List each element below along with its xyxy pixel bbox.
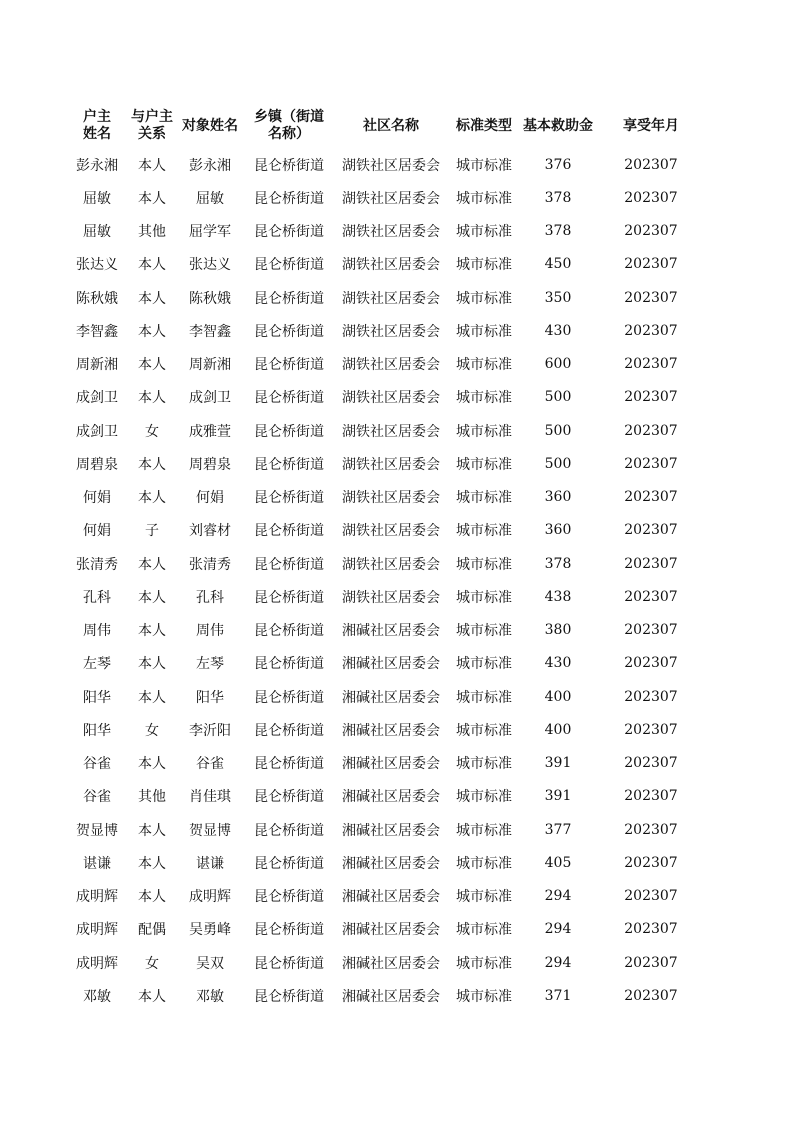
community-cell: 湘碱社区居委会 (342, 756, 440, 773)
community-cell: 湖铁社区居委会 (342, 456, 440, 473)
community-cell: 湘碱社区居委会 (342, 689, 440, 706)
basic-allowance-cell: 376 (544, 156, 572, 173)
householder-name-cell: 谷雀 (83, 789, 111, 806)
community-cell: 湘碱社区居委会 (342, 789, 440, 806)
householder-name-cell: 成明辉 (76, 889, 118, 906)
table-row (68, 148, 708, 181)
table-row (68, 547, 708, 580)
subdistrict-cell: 昆仑桥街道 (254, 357, 324, 374)
table-header-row (68, 104, 708, 148)
standard-type-cell: 城市标准 (456, 922, 512, 939)
subdistrict-cell: 昆仑桥街道 (254, 656, 324, 673)
relationship-cell: 本人 (138, 323, 166, 340)
community-cell: 湘碱社区居委会 (342, 623, 440, 640)
subdistrict-cell: 昆仑桥街道 (254, 922, 324, 939)
householder-name-cell: 谷雀 (83, 756, 111, 773)
standard-type-cell: 城市标准 (456, 357, 512, 374)
standard-type-cell: 城市标准 (456, 323, 512, 340)
subdistrict-cell: 昆仑桥街道 (254, 523, 324, 540)
standard-type-cell: 城市标准 (456, 423, 512, 440)
table-row (68, 248, 708, 281)
relationship-cell: 本人 (138, 357, 166, 374)
subdistrict-cell: 昆仑桥街道 (254, 157, 324, 174)
basic-allowance-cell: 377 (544, 821, 572, 838)
householder-name-cell: 周新湘 (76, 357, 118, 374)
community-cell: 湘碱社区居委会 (342, 822, 440, 839)
benefit-month-cell: 202307 (624, 489, 678, 506)
benefit-month-cell: 202307 (624, 422, 678, 439)
benefit-month-cell: 202307 (624, 455, 678, 472)
community-cell: 湘碱社区居委会 (342, 656, 440, 673)
standard-type-cell: 城市标准 (456, 789, 512, 806)
standard-type-cell: 城市标准 (456, 257, 512, 274)
table-row (68, 314, 708, 347)
relationship-cell: 本人 (138, 589, 166, 606)
relationship-cell: 本人 (138, 556, 166, 573)
community-cell: 湘碱社区居委会 (342, 889, 440, 906)
community-cell: 湖铁社区居委会 (342, 323, 440, 340)
benefit-month-cell: 202307 (624, 223, 678, 240)
subdistrict-cell: 昆仑桥街道 (254, 822, 324, 839)
householder-name-cell: 陈秋娥 (76, 290, 118, 307)
benefit-month-cell: 202307 (624, 821, 678, 838)
recipient-name-cell: 成剑卫 (189, 390, 231, 407)
standard-type-cell: 城市标准 (456, 224, 512, 241)
basic-allowance-cell: 378 (544, 189, 572, 206)
recipient-name-cell: 彭永湘 (189, 157, 231, 174)
recipient-name-cell: 吴双 (196, 955, 224, 972)
table-row (68, 381, 708, 414)
recipient-name-cell: 张清秀 (189, 556, 231, 573)
table-row (68, 813, 708, 846)
subdistrict-cell: 昆仑桥街道 (254, 589, 324, 606)
benefit-month-cell: 202307 (624, 289, 678, 306)
basic-allowance-cell: 450 (544, 256, 572, 273)
subdistrict-cell: 昆仑桥街道 (254, 789, 324, 806)
householder-name-cell: 阳华 (83, 722, 111, 739)
community-cell: 湘碱社区居委会 (342, 855, 440, 872)
benefit-month-cell: 202307 (624, 622, 678, 639)
recipient-name-cell: 李智鑫 (189, 323, 231, 340)
community-cell: 湘碱社区居委会 (342, 922, 440, 939)
relationship-cell: 本人 (138, 756, 166, 773)
standard-type-cell: 城市标准 (456, 523, 512, 540)
standard-type-cell: 城市标准 (456, 190, 512, 207)
standard-type-cell: 城市标准 (456, 589, 512, 606)
community-cell: 湖铁社区居委会 (342, 290, 440, 307)
benefit-month-cell: 202307 (624, 854, 678, 871)
relationship-cell: 本人 (138, 988, 166, 1005)
relationship-cell: 本人 (138, 822, 166, 839)
recipient-name-cell: 孔科 (196, 589, 224, 606)
relationship-cell: 本人 (138, 157, 166, 174)
community-cell: 湖铁社区居委会 (342, 190, 440, 207)
subdistrict-cell: 昆仑桥街道 (254, 855, 324, 872)
standard-type-cell: 城市标准 (456, 955, 512, 972)
relationship-cell: 本人 (138, 456, 166, 473)
basic-allowance-cell: 430 (544, 655, 572, 672)
relationship-cell: 女 (145, 722, 159, 739)
benefit-month-cell: 202307 (624, 987, 678, 1004)
householder-name-cell: 张清秀 (76, 556, 118, 573)
recipient-name-cell: 周新湘 (189, 357, 231, 374)
table-row (68, 946, 708, 979)
recipient-name-cell: 屈敏 (196, 190, 224, 207)
recipient-name-cell: 肖佳琪 (189, 789, 231, 806)
standard-type-cell: 城市标准 (456, 822, 512, 839)
header-householder-name: 户主 姓名 (83, 109, 111, 142)
basic-allowance-cell: 294 (544, 921, 572, 938)
householder-name-cell: 贺显博 (76, 822, 118, 839)
table-row (68, 580, 708, 613)
recipient-name-cell: 谷雀 (196, 756, 224, 773)
table-row (68, 780, 708, 813)
basic-allowance-cell: 371 (544, 987, 572, 1004)
subdistrict-cell: 昆仑桥街道 (254, 722, 324, 739)
recipient-name-cell: 成雅萱 (189, 423, 231, 440)
householder-name-cell: 何娟 (83, 490, 111, 507)
header-standard-type: 标准类型 (456, 117, 512, 134)
table-row (68, 414, 708, 447)
subdistrict-cell: 昆仑桥街道 (254, 390, 324, 407)
recipient-name-cell: 谌谦 (196, 855, 224, 872)
basic-allowance-cell: 391 (544, 788, 572, 805)
recipient-name-cell: 陈秋娥 (189, 290, 231, 307)
standard-type-cell: 城市标准 (456, 656, 512, 673)
subdistrict-cell: 昆仑桥街道 (254, 224, 324, 241)
table-row (68, 680, 708, 713)
recipient-name-cell: 贺显博 (189, 822, 231, 839)
basic-allowance-cell: 430 (544, 322, 572, 339)
benefit-month-cell: 202307 (624, 888, 678, 905)
relationship-cell: 本人 (138, 889, 166, 906)
benefit-month-cell: 202307 (624, 189, 678, 206)
householder-name-cell: 阳华 (83, 689, 111, 706)
recipient-name-cell: 左琴 (196, 656, 224, 673)
subdistrict-cell: 昆仑桥街道 (254, 623, 324, 640)
relationship-cell: 本人 (138, 390, 166, 407)
standard-type-cell: 城市标准 (456, 722, 512, 739)
relationship-cell: 本人 (138, 257, 166, 274)
householder-name-cell: 成剑卫 (76, 390, 118, 407)
standard-type-cell: 城市标准 (456, 855, 512, 872)
relationship-cell: 配偶 (138, 922, 166, 939)
subdistrict-cell: 昆仑桥街道 (254, 988, 324, 1005)
benefit-month-cell: 202307 (624, 921, 678, 938)
table-row (68, 713, 708, 746)
benefit-month-cell: 202307 (624, 356, 678, 373)
community-cell: 湖铁社区居委会 (342, 257, 440, 274)
standard-type-cell: 城市标准 (456, 390, 512, 407)
relationship-cell: 本人 (138, 290, 166, 307)
header-relationship: 与户主 关系 (131, 109, 173, 142)
basic-allowance-cell: 500 (544, 389, 572, 406)
standard-type-cell: 城市标准 (456, 556, 512, 573)
subdistrict-cell: 昆仑桥街道 (254, 257, 324, 274)
header-basic-allowance: 基本救助金 (523, 117, 593, 134)
standard-type-cell: 城市标准 (456, 689, 512, 706)
standard-type-cell: 城市标准 (456, 756, 512, 773)
householder-name-cell: 邓敏 (83, 988, 111, 1005)
relationship-cell: 本人 (138, 855, 166, 872)
recipient-name-cell: 成明辉 (189, 889, 231, 906)
basic-allowance-cell: 294 (544, 888, 572, 905)
standard-type-cell: 城市标准 (456, 456, 512, 473)
relationship-cell: 子 (145, 523, 159, 540)
standard-type-cell: 城市标准 (456, 988, 512, 1005)
basic-allowance-cell: 400 (544, 688, 572, 705)
householder-name-cell: 彭永湘 (76, 157, 118, 174)
householder-name-cell: 何娟 (83, 523, 111, 540)
table-row (68, 747, 708, 780)
table-row (68, 514, 708, 547)
benefit-month-cell: 202307 (624, 588, 678, 605)
basic-allowance-cell: 350 (544, 289, 572, 306)
householder-name-cell: 成明辉 (76, 955, 118, 972)
standard-type-cell: 城市标准 (456, 623, 512, 640)
table-row (68, 846, 708, 879)
standard-type-cell: 城市标准 (456, 490, 512, 507)
householder-name-cell: 谌谦 (83, 855, 111, 872)
subdistrict-cell: 昆仑桥街道 (254, 889, 324, 906)
basic-allowance-cell: 405 (544, 854, 572, 871)
benefit-month-cell: 202307 (624, 721, 678, 738)
benefit-month-cell: 202307 (624, 389, 678, 406)
subdistrict-cell: 昆仑桥街道 (254, 190, 324, 207)
assistance-table (68, 104, 708, 1013)
standard-type-cell: 城市标准 (456, 290, 512, 307)
header-benefit-month: 享受年月 (623, 117, 679, 134)
relationship-cell: 其他 (138, 789, 166, 806)
recipient-name-cell: 刘睿材 (189, 523, 231, 540)
benefit-month-cell: 202307 (624, 755, 678, 772)
table-row (68, 281, 708, 314)
table-row (68, 614, 708, 647)
community-cell: 湖铁社区居委会 (342, 523, 440, 540)
benefit-month-cell: 202307 (624, 954, 678, 971)
householder-name-cell: 左琴 (83, 656, 111, 673)
recipient-name-cell: 邓敏 (196, 988, 224, 1005)
table-row (68, 481, 708, 514)
table-row (68, 348, 708, 381)
recipient-name-cell: 何娟 (196, 490, 224, 507)
community-cell: 湘碱社区居委会 (342, 955, 440, 972)
recipient-name-cell: 吴勇峰 (189, 922, 231, 939)
basic-allowance-cell: 500 (544, 455, 572, 472)
subdistrict-cell: 昆仑桥街道 (254, 689, 324, 706)
subdistrict-cell: 昆仑桥街道 (254, 490, 324, 507)
relationship-cell: 本人 (138, 623, 166, 640)
basic-allowance-cell: 500 (544, 422, 572, 439)
benefit-month-cell: 202307 (624, 555, 678, 572)
community-cell: 湖铁社区居委会 (342, 490, 440, 507)
community-cell: 湖铁社区居委会 (342, 157, 440, 174)
relationship-cell: 女 (145, 955, 159, 972)
basic-allowance-cell: 380 (544, 622, 572, 639)
community-cell: 湖铁社区居委会 (342, 589, 440, 606)
community-cell: 湖铁社区居委会 (342, 224, 440, 241)
householder-name-cell: 屈敏 (83, 190, 111, 207)
standard-type-cell: 城市标准 (456, 889, 512, 906)
benefit-month-cell: 202307 (624, 256, 678, 273)
householder-name-cell: 周伟 (83, 623, 111, 640)
relationship-cell: 本人 (138, 656, 166, 673)
benefit-month-cell: 202307 (624, 156, 678, 173)
subdistrict-cell: 昆仑桥街道 (254, 955, 324, 972)
table-row (68, 647, 708, 680)
householder-name-cell: 孔科 (83, 589, 111, 606)
subdistrict-cell: 昆仑桥街道 (254, 323, 324, 340)
benefit-month-cell: 202307 (624, 788, 678, 805)
recipient-name-cell: 阳华 (196, 689, 224, 706)
householder-name-cell: 张达义 (76, 257, 118, 274)
subdistrict-cell: 昆仑桥街道 (254, 456, 324, 473)
basic-allowance-cell: 360 (544, 522, 572, 539)
relationship-cell: 本人 (138, 190, 166, 207)
recipient-name-cell: 屈学军 (189, 224, 231, 241)
table-row (68, 215, 708, 248)
basic-allowance-cell: 438 (544, 588, 572, 605)
community-cell: 湘碱社区居委会 (342, 988, 440, 1005)
relationship-cell: 其他 (138, 224, 166, 241)
table-row (68, 181, 708, 214)
subdistrict-cell: 昆仑桥街道 (254, 756, 324, 773)
householder-name-cell: 屈敏 (83, 224, 111, 241)
table-row (68, 913, 708, 946)
header-community: 社区名称 (363, 117, 419, 134)
benefit-month-cell: 202307 (624, 522, 678, 539)
recipient-name-cell: 张达义 (189, 257, 231, 274)
subdistrict-cell: 昆仑桥街道 (254, 290, 324, 307)
benefit-month-cell: 202307 (624, 655, 678, 672)
community-cell: 湖铁社区居委会 (342, 423, 440, 440)
subdistrict-cell: 昆仑桥街道 (254, 423, 324, 440)
table-row (68, 447, 708, 480)
relationship-cell: 本人 (138, 490, 166, 507)
community-cell: 湖铁社区居委会 (342, 390, 440, 407)
header-recipient-name: 对象姓名 (182, 117, 238, 134)
recipient-name-cell: 李沂阳 (189, 722, 231, 739)
standard-type-cell: 城市标准 (456, 157, 512, 174)
basic-allowance-cell: 391 (544, 755, 572, 772)
subdistrict-cell: 昆仑桥街道 (254, 556, 324, 573)
recipient-name-cell: 周碧泉 (189, 456, 231, 473)
recipient-name-cell: 周伟 (196, 623, 224, 640)
householder-name-cell: 李智鑫 (76, 323, 118, 340)
basic-allowance-cell: 360 (544, 489, 572, 506)
table-body (68, 148, 708, 1013)
community-cell: 湖铁社区居委会 (342, 556, 440, 573)
basic-allowance-cell: 600 (544, 356, 572, 373)
table-row (68, 979, 708, 1012)
householder-name-cell: 周碧泉 (76, 456, 118, 473)
benefit-month-cell: 202307 (624, 322, 678, 339)
basic-allowance-cell: 294 (544, 954, 572, 971)
relationship-cell: 本人 (138, 689, 166, 706)
basic-allowance-cell: 400 (544, 721, 572, 738)
community-cell: 湖铁社区居委会 (342, 357, 440, 374)
table-row (68, 880, 708, 913)
basic-allowance-cell: 378 (544, 555, 572, 572)
benefit-month-cell: 202307 (624, 688, 678, 705)
householder-name-cell: 成剑卫 (76, 423, 118, 440)
header-subdistrict: 乡镇（街道 名称） (254, 109, 324, 142)
householder-name-cell: 成明辉 (76, 922, 118, 939)
community-cell: 湘碱社区居委会 (342, 722, 440, 739)
relationship-cell: 女 (145, 423, 159, 440)
basic-allowance-cell: 378 (544, 223, 572, 240)
